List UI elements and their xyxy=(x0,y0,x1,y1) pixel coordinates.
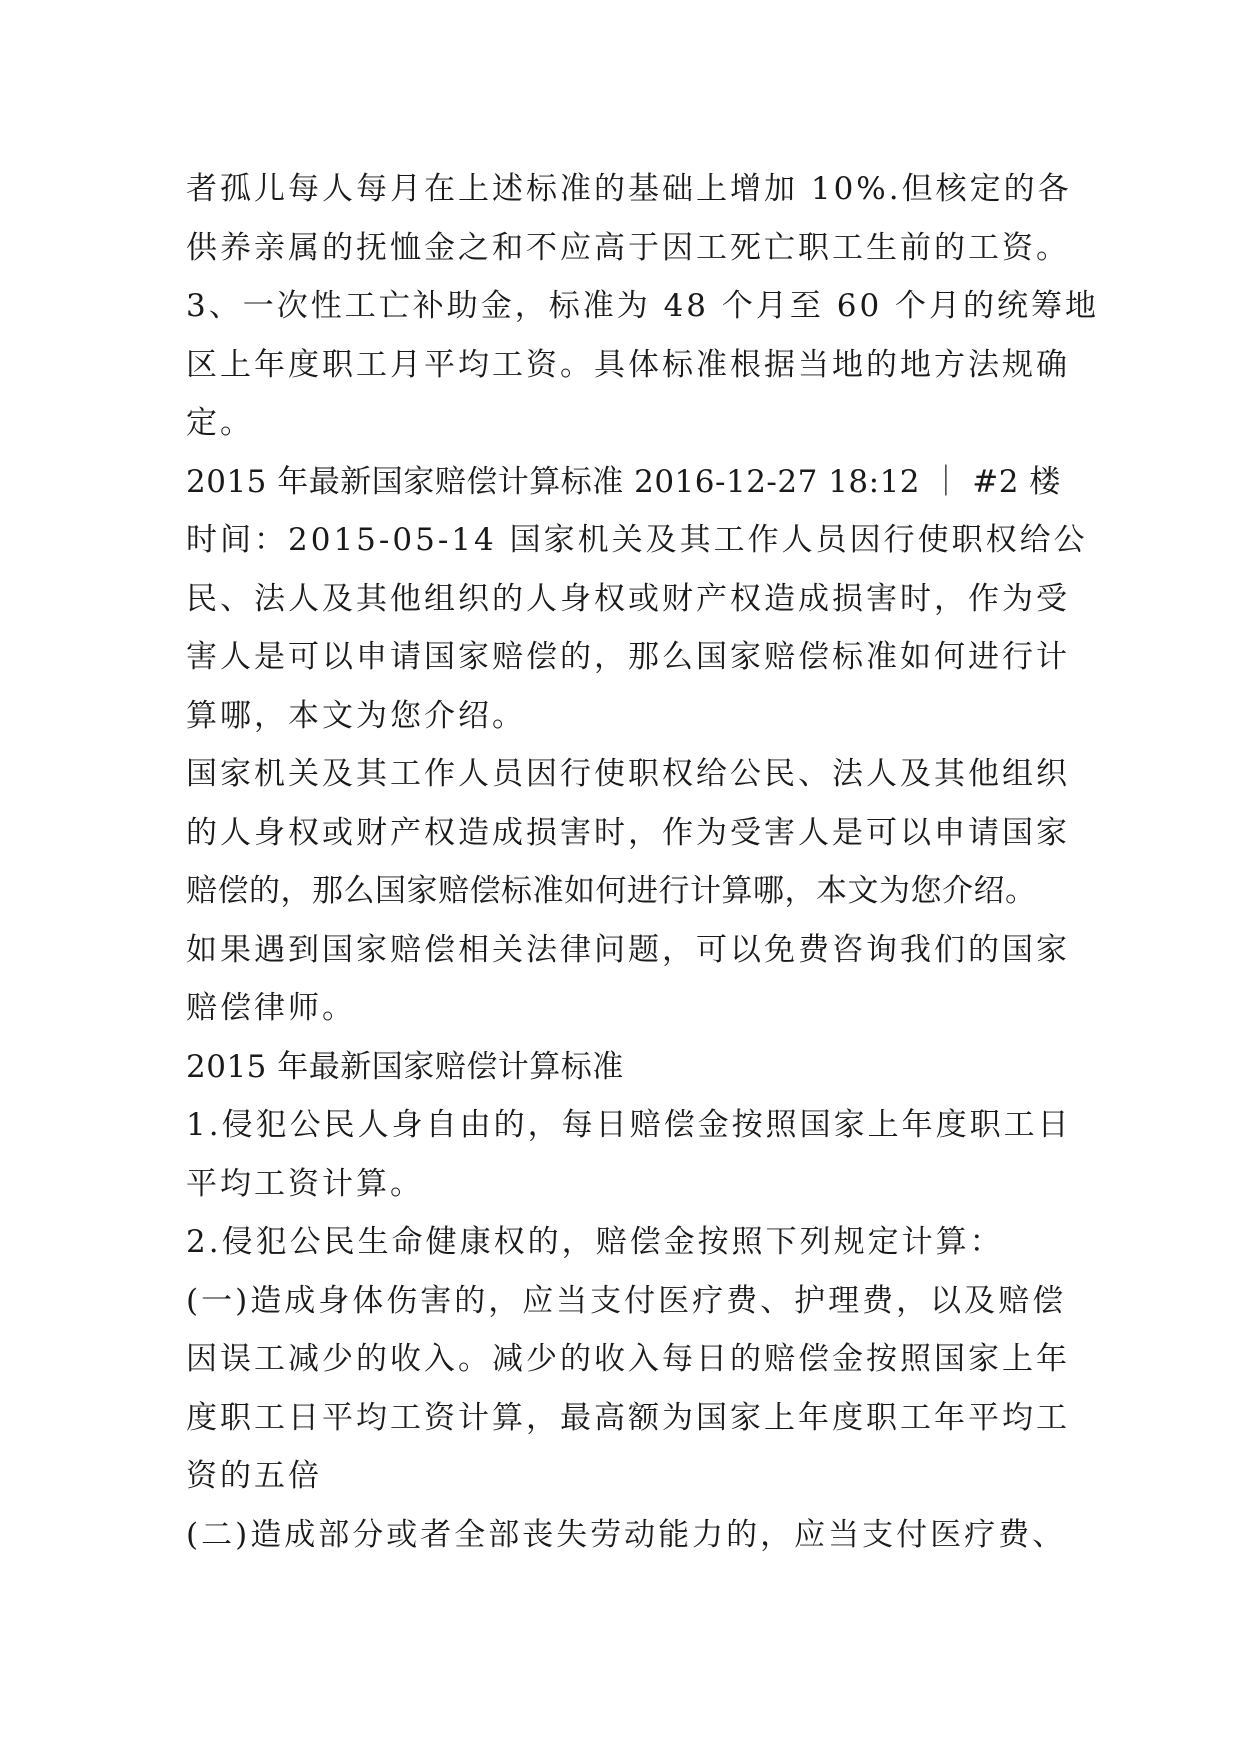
post-header-line: 2015 年最新国家赔偿计算标准 2016-12-27 18:12 ｜ #2 楼 xyxy=(186,463,1061,500)
text-line: 2.侵犯公民生命健康权的，赔偿金按照下列规定计算： xyxy=(186,1224,1004,1260)
text-line: 平均工资计算。 xyxy=(186,1165,424,1202)
text-line: 度职工日平均工资计算，最高额为国家上年度职工年平均工 xyxy=(186,1399,1070,1436)
text-line: 定。 xyxy=(186,405,254,441)
text-line: 3、一次性工亡补助金，标准为 48 个月至 60 个月的统筹地 xyxy=(186,288,1100,324)
text-line: 如果遇到国家赔偿相关法律问题，可以免费咨询我们的国家 xyxy=(186,931,1070,968)
text-line: 赔偿律师。 xyxy=(186,990,356,1026)
text-line: 因误工减少的收入。减少的收入每日的赔偿金按照国家上年 xyxy=(186,1341,1070,1377)
text-line: 1.侵犯公民人身自由的，每日赔偿金按照国家上年度职工日 xyxy=(186,1107,1072,1143)
document-body xyxy=(186,160,1100,1564)
text-line: (二)造成部分或者全部丧失劳动能力的，应当支付医疗费、 xyxy=(186,1516,1067,1553)
text-line: 供养亲属的抚恤金之和不应高于因工死亡职工生前的工资。 xyxy=(186,229,1070,266)
text-line: 害人是可以申请国家赔偿的，那么国家赔偿标准如何进行计 xyxy=(186,639,1070,675)
text-line: 时间：2015-05-14 国家机关及其工作人员因行使职权给公 xyxy=(186,522,1088,558)
text-line: 资的五倍 xyxy=(186,1458,322,1494)
section-heading: 2015 年最新国家赔偿计算标准 xyxy=(186,1048,624,1085)
text-line: 的人身权或财产权造成损害时，作为受害人是可以申请国家 xyxy=(186,814,1070,851)
text-line: (一)造成身体伤害的，应当支付医疗费、护理费，以及赔偿 xyxy=(186,1282,1067,1319)
text-line: 国家机关及其工作人员因行使职权给公民、法人及其他组织 xyxy=(186,756,1070,792)
text-line: 民、法人及其他组织的人身权或财产权造成损害时，作为受 xyxy=(186,580,1070,617)
text-line: 算哪，本文为您介绍。 xyxy=(186,697,526,734)
text-line: 者孤儿每人每月在上述标准的基础上增加 10%.但核定的各 xyxy=(186,171,1072,207)
text-line: 区上年度职工月平均工资。具体标准根据当地的地方法规确 xyxy=(186,346,1070,383)
text-line: 赔偿的，那么国家赔偿标准如何进行计算哪，本文为您介绍。 xyxy=(186,873,1037,909)
